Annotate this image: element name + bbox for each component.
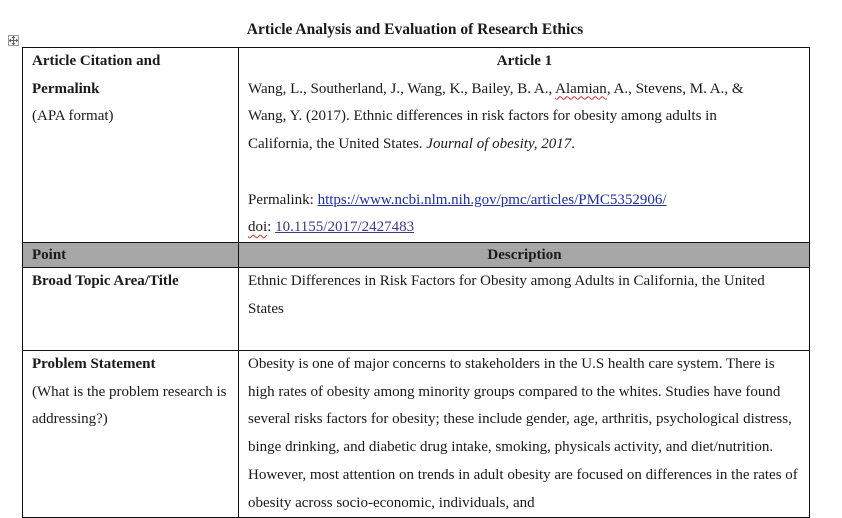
point-cell — [23, 351, 239, 518]
permalink-label: Permalink: — [248, 191, 318, 208]
point-title: Problem Statement — [32, 356, 156, 372]
citation-row — [23, 48, 810, 243]
citation-line-3 — [248, 131, 801, 159]
citation-line-1 — [248, 76, 801, 104]
header-description: Description — [239, 243, 810, 268]
citation-authors-text: Wang, L., Southerland, J., Wang, K., Bailey, B. A., — [248, 80, 556, 97]
citation-location-text: California, the United States. — [248, 136, 427, 153]
header-point: Point — [23, 243, 239, 268]
doi-separator: : — [267, 219, 276, 236]
table-row — [23, 268, 810, 351]
description-text: Obesity is one of major concerns to stakeholders in the U.S health care system. There is high rates of obesity among minority groups compared to the whites. Studies have found several risks factors for obesity; these include gender, age, arthritis, psychological distress, binge drinking, and diabetic drug intake, smoking, physicals activity, and diet/nutrition. However, most attention on trends in adult obesity are focused on differences in the rates of obesity across socio-economic, individuals, and — [248, 356, 798, 511]
citation-line-2: Wang, Y. (2017). Ethnic differences in risk factors for obesity among adults in — [248, 108, 717, 125]
document-title: Article Analysis and Evaluation of Research Ethics — [246, 21, 584, 38]
citation-label-line1: Article Citation and — [32, 53, 161, 69]
point-note: (What is the problem research is addressing?) — [32, 383, 227, 428]
citation-authors-text-end: , A., Stevens, M. A., & — [606, 80, 744, 97]
description-text: Ethnic Differences in Risk Factors for Obesity among Adults in California, the United States — [248, 273, 765, 317]
blank-line — [248, 159, 801, 187]
table-row — [23, 351, 810, 518]
table-header-row — [23, 243, 810, 268]
point-cell — [23, 268, 239, 351]
spellcheck-flagged-word[interactable]: Alamian — [555, 80, 607, 97]
doi-line — [248, 214, 801, 242]
move-arrows-icon — [9, 36, 18, 45]
description-cell — [239, 351, 810, 518]
citation-label-line2: Permalink — [32, 80, 100, 97]
journal-name: Journal of obesity, 2017 — [426, 136, 572, 153]
permalink-line — [248, 187, 801, 215]
citation-label-cell — [23, 48, 239, 243]
doi-label: doi — [248, 219, 268, 236]
doi-link[interactable]: 10.1155/2017/2427483 — [275, 219, 415, 236]
citation-label-note: (APA format) — [32, 108, 114, 125]
citation-content-cell — [239, 48, 810, 243]
description-cell — [239, 268, 810, 351]
citation-period: . — [571, 136, 576, 153]
permalink-link[interactable]: https://www.ncbi.nlm.nih.gov/pmc/articles/PMC5352906/ — [317, 191, 667, 208]
analysis-table — [22, 47, 810, 518]
point-title: Broad Topic Area/Title — [32, 273, 179, 289]
table-move-handle[interactable] — [8, 35, 19, 46]
article-column-header: Article 1 — [496, 53, 553, 69]
